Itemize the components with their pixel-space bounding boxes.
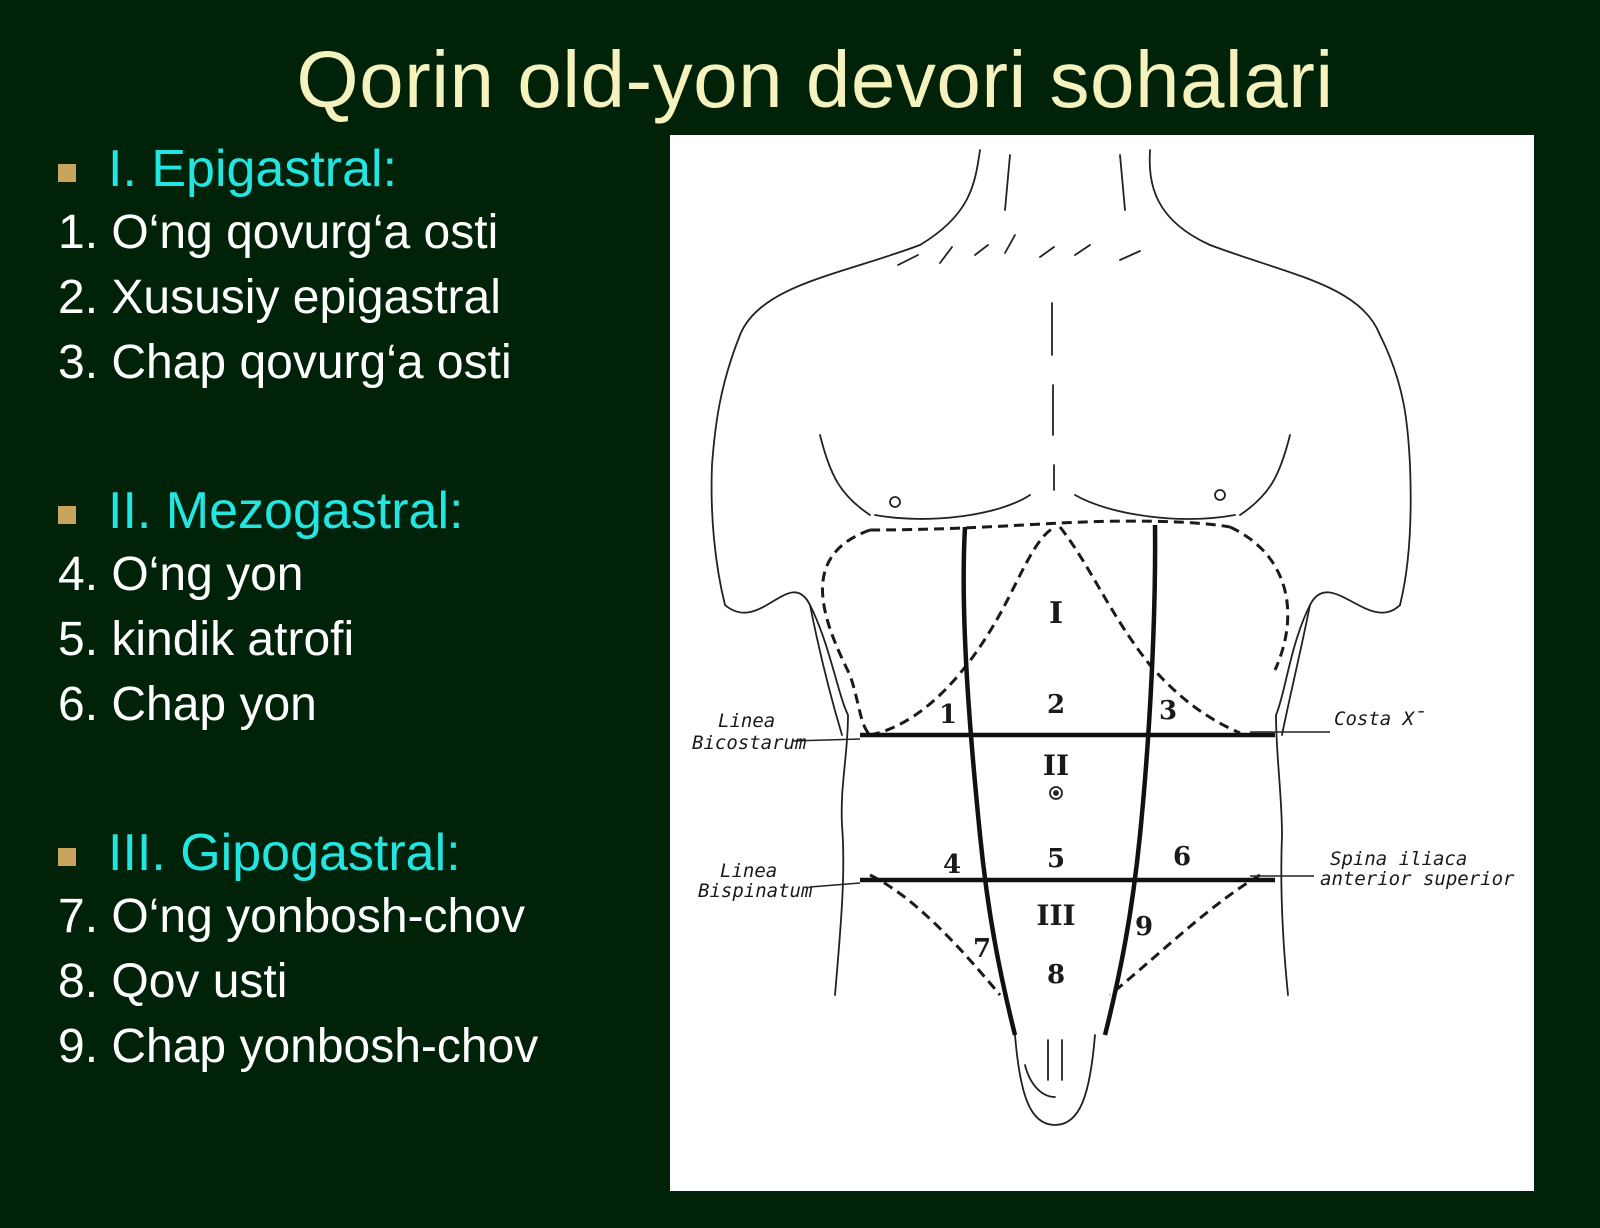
- section-gipogastral: [58, 822, 538, 1079]
- region-number: 5: [1046, 844, 1066, 874]
- spina-iliaca-label: anterior superior: [1320, 868, 1515, 890]
- linea-bispinarum-label: Bispinatum: [698, 880, 813, 902]
- region-number: 4: [942, 850, 962, 880]
- region-numeral: III: [1036, 899, 1076, 932]
- list-item: 6. Chap yon: [58, 678, 317, 731]
- section-heading: [58, 138, 512, 200]
- list-item: 7. O‘ng yonbosh-chov: [58, 890, 525, 943]
- square-bullet-icon: [58, 848, 76, 866]
- section-heading-text: III. Gipogastral:: [108, 824, 461, 882]
- list-item: 5. kindik atrofi: [58, 613, 355, 666]
- list-item: 8. Qov usti: [58, 955, 288, 1008]
- linea-bispinarum-label: Linea: [720, 860, 778, 882]
- region-number: 8: [1046, 960, 1066, 990]
- linea-bicostarum-label: Bicostarum: [692, 732, 807, 754]
- section-heading: [58, 480, 463, 542]
- region-number: 2: [1046, 690, 1066, 720]
- region-numeral: II: [1042, 749, 1070, 782]
- region-number: 7: [972, 934, 992, 964]
- square-bullet-icon: [58, 506, 76, 524]
- list-item: 3. Chap qovurg‘a osti: [58, 336, 512, 389]
- list-item: 2. Xususiy epigastral: [58, 271, 501, 324]
- square-bullet-icon: [58, 164, 76, 182]
- section-heading-text: I. Epigastral:: [108, 140, 398, 198]
- costa-label: Costa X̄: [1334, 708, 1426, 730]
- section-mezogastral: [58, 480, 463, 737]
- region-number: 3: [1158, 696, 1178, 726]
- region-number: 1: [938, 700, 958, 730]
- torso-drawing: [670, 135, 1534, 1191]
- region-number: 6: [1172, 842, 1192, 872]
- abdominal-regions-diagram: [670, 135, 1534, 1191]
- list-item: 1. O‘ng qovurg‘a osti: [58, 206, 499, 259]
- list-item: 4. O‘ng yon: [58, 548, 304, 601]
- slide-title: Qorin old-yon devori sohalari: [296, 35, 1334, 124]
- region-numeral: I: [1048, 596, 1064, 631]
- linea-bicostarum-label: Linea: [718, 710, 776, 732]
- section-epigastral: [58, 138, 512, 395]
- region-number: 9: [1134, 912, 1154, 942]
- section-heading: [58, 822, 538, 884]
- section-heading-text: II. Mezogastral:: [108, 482, 464, 540]
- spina-iliaca-label: Spina iliaca: [1330, 848, 1468, 870]
- list-item: 9. Chap yonbosh-chov: [58, 1020, 539, 1073]
